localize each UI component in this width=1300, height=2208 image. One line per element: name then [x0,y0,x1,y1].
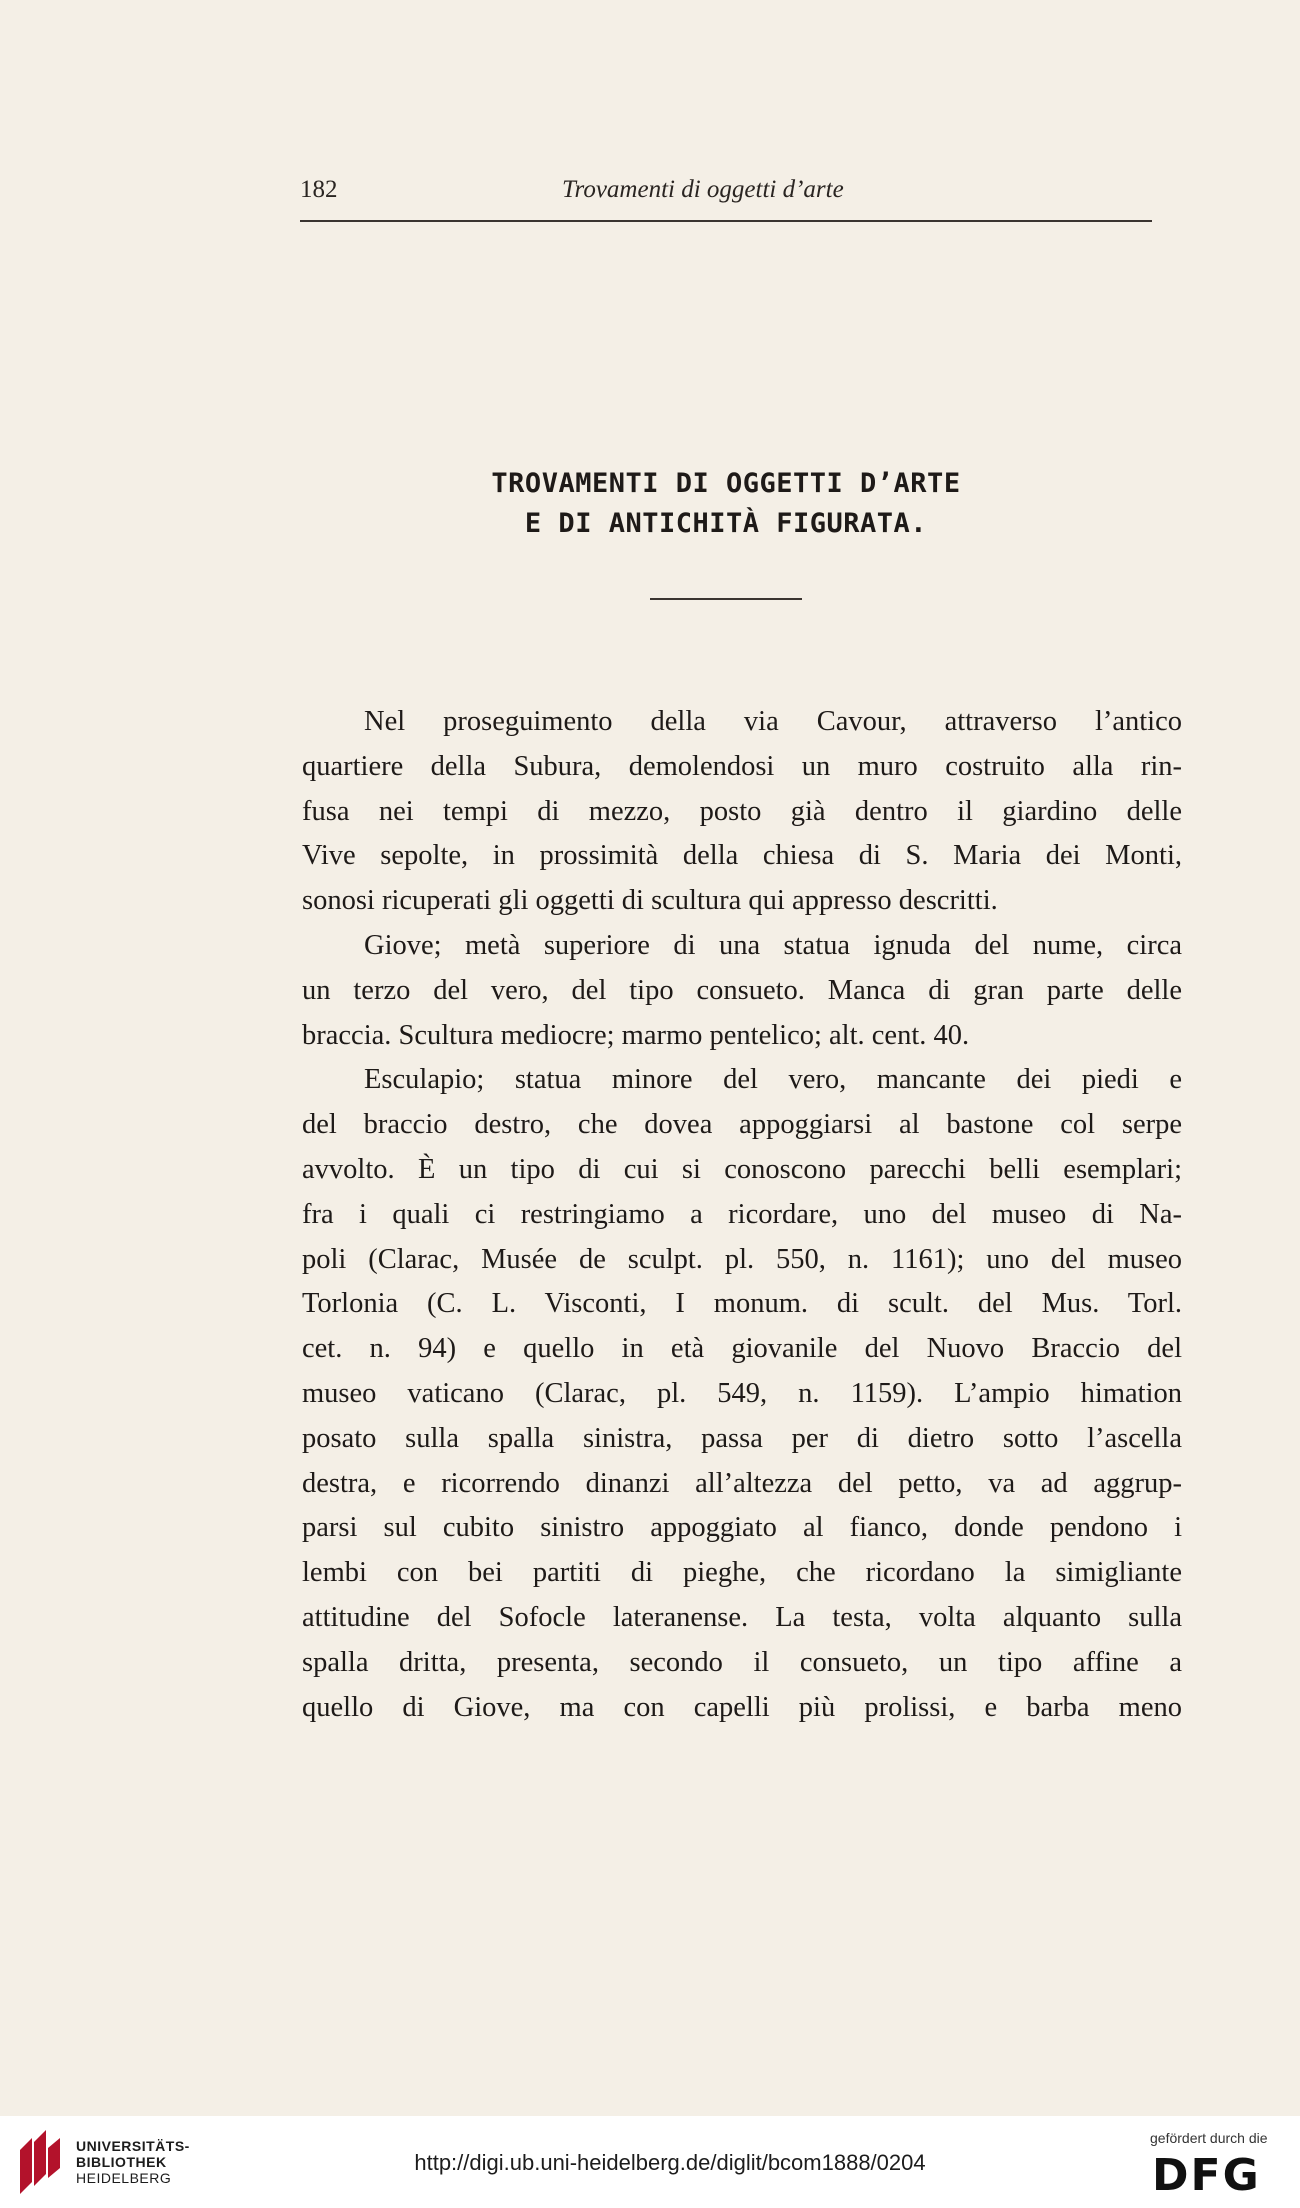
text-line: Esculapio; statua minore del vero, mancante dei piedi e [364,1064,1182,1096]
title-rule [650,598,802,600]
text-line: fusa nei tempi di mezzo, posto già dentro il giardino delle [302,795,1182,827]
paragraph-2 [302,924,1182,1058]
text-line: parsi sul cubito sinistro appoggiato al fianco, donde pendono i [302,1512,1182,1544]
title-line-2: E DI ANTICHITÀ FIGURATA. [524,508,928,539]
text-line: lembi con bei partiti di pieghe, che ricordano la simigliante [302,1557,1182,1589]
dfg-logo: DFG [1152,2150,1261,2201]
text-line: poli (Clarac, Musée de sculpt. pl. 550, n. 1161); uno del museo [302,1243,1182,1275]
text-line: fra i quali ci restringiamo a ricordare, uno del museo di Na- [302,1198,1182,1230]
library-logo-icon [14,2128,66,2196]
library-name-line-3: HEIDELBERG [76,2170,172,2186]
paragraph-1 [302,700,1182,924]
text-line: sonosi ricuperati gli oggetti di scultura qui appresso descritti. [302,885,998,917]
text-line: posato sulla spalla sinistra, passa per di dietro sotto l’ascella [302,1422,1182,1454]
article-title [300,464,1152,544]
text-line: Giove; metà superiore di una statua ignuda del nume, circa [364,929,1182,961]
library-name [76,2138,190,2186]
footer-bar [0,2116,1300,2208]
text-line: quello di Giove, ma con capelli più prolissi, e barba meno [302,1691,1182,1723]
text-line: Vive sepolte, in prossimità della chiesa di S. Maria dei Monti, [302,840,1182,872]
paragraph-3 [302,1058,1182,1730]
text-line: braccia. Scultura mediocre; marmo pentelico; alt. cent. 40. [302,1019,970,1051]
funding-note: gefördert durch die [1150,2130,1268,2146]
body-text [302,700,1182,1730]
permalink-url[interactable]: http://digi.ub.uni-heidelberg.de/diglit/bcom1888/0204 [414,2150,926,2175]
text-line: avvolto. È un tipo di cui si conoscono parecchi belli esemplari; [302,1153,1182,1185]
text-line: cet. n. 94) e quello in età giovanile del Nuovo Braccio del [302,1333,1182,1365]
text-line: attitudine del Sofocle lateranense. La testa, volta alquanto sulla [302,1601,1182,1633]
text-line: Nel proseguimento della via Cavour, attraverso l’antico [364,706,1182,737]
text-line: del braccio destro, che dovea appoggiarsi al bastone col serpe [302,1109,1182,1141]
running-title: Trovamenti di oggetti d’arte [562,176,844,203]
text-line: destra, e ricorrendo dinanzi all’altezza del petto, va ad aggrup- [302,1467,1182,1499]
library-name-line-1: UNIVERSITÄTS- [76,2138,190,2154]
text-line: Torlonia (C. L. Visconti, I monum. di scult. del Mus. Torl. [302,1288,1182,1320]
title-line-1: TROVAMENTI DI OGGETTI D’ARTE [491,468,961,499]
text-line: spalla dritta, presenta, secondo il consueto, un tipo affine a [302,1646,1182,1678]
running-head [300,176,1152,216]
page-number: 182 [300,176,338,203]
text-line: museo vaticano (Clarac, pl. 549, n. 1159). L’ampio himation [302,1377,1182,1409]
text-line: quartiere della Subura, demolendosi un muro costruito alla rin- [302,750,1182,782]
library-name-line-2: BIBLIOTHEK [76,2154,167,2170]
header-rule [300,220,1152,222]
text-line: un terzo del vero, del tipo consueto. Manca di gran parte delle [302,974,1182,1006]
